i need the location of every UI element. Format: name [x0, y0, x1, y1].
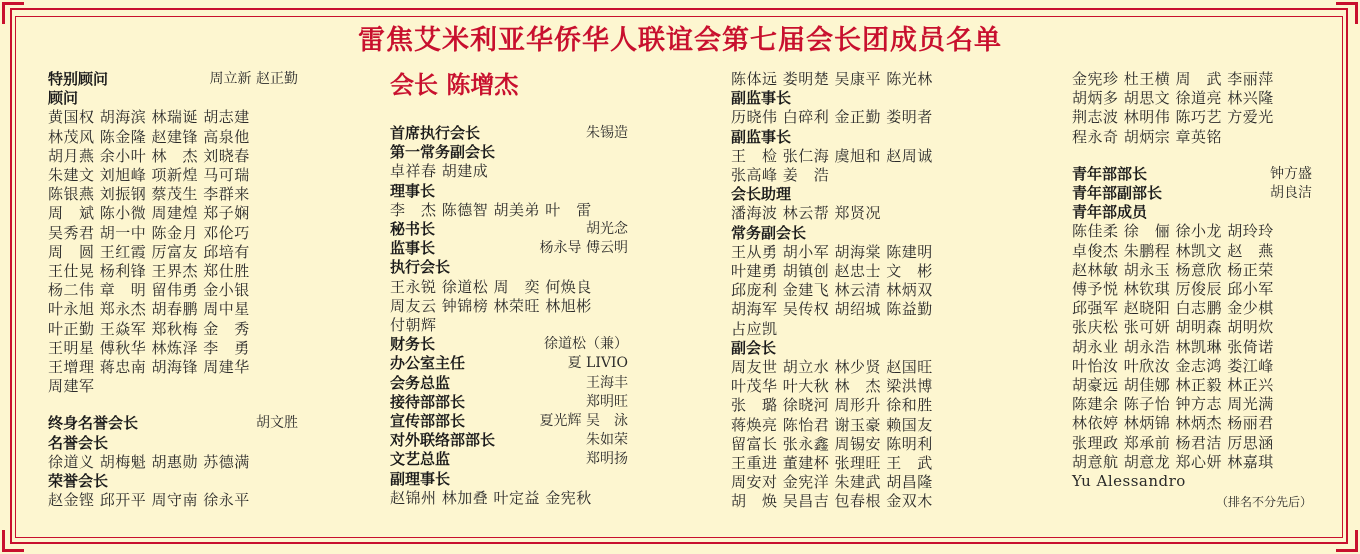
- name-line: 周安对 金宪洋 朱建武 胡昌隆: [731, 473, 933, 492]
- liaison-value: 朱如荣: [586, 432, 628, 449]
- glory-label: 荣誉会长: [48, 472, 109, 491]
- name-line: 李 杰 陈德智 胡美弟 叶 雷: [390, 200, 592, 219]
- reception-label: 接待部部长: [390, 392, 466, 411]
- name-line: 王明星 傅秋华 林炼泽 李 勇: [48, 338, 250, 357]
- arts-value: 郑明扬: [586, 451, 628, 468]
- secretary-label: 秘书长: [390, 220, 436, 239]
- exec-vp-label: 首席执行会长: [390, 124, 481, 142]
- name-line: 蒋焕亮 陈怡君 谢玉豪 赖国友: [731, 415, 933, 434]
- vice-chair-list: [390, 489, 628, 508]
- name-line: 周建军: [48, 377, 95, 396]
- name-line: 邱强军 赵晓阳 白志鹏 金少棋: [1072, 299, 1274, 318]
- name-line: 付朝辉: [390, 316, 437, 335]
- youth-head-row: [1072, 165, 1312, 184]
- vice-supervisor-label-2: 副监事长: [731, 127, 792, 146]
- name-line: 林茂风 陈金隆 赵建锋 高泉他: [48, 127, 250, 146]
- name-line: 张理政 郑承前 杨君洁 厉思涵: [1072, 433, 1274, 452]
- name-line: 周友世 胡立水 林少贤 赵国旺: [731, 358, 933, 377]
- name-line: 傅予悦 林钦琪 厉俊辰 邱小军: [1072, 280, 1274, 299]
- honorary-list: [48, 453, 298, 472]
- name-line: 卓祥春 胡建成: [390, 162, 489, 181]
- publicity-value: 夏光辉 吴 泳: [539, 413, 628, 430]
- name-line: 赵锦州 林加叠 叶定益 金宪秋: [390, 488, 592, 507]
- name-line: 程永奇 胡炳宗 章英铭: [1072, 127, 1223, 146]
- finance-value: 徐道松（兼）: [544, 336, 628, 353]
- name-line: 胡海军 吴传权 胡绍城 陈益勤: [731, 300, 933, 319]
- advisor-label: 顾问: [48, 89, 79, 108]
- name-line: 荆志波 林明伟 陈巧艺 方爱光: [1072, 108, 1274, 127]
- name-line: 朱建文 刘旭峰 项新煌 马可瑞: [48, 166, 250, 185]
- advisor-list: [48, 108, 298, 396]
- name-line: 周 斌 陈小微 周建煌 郑子娴: [48, 204, 250, 223]
- youth-vice-row: [1072, 184, 1312, 203]
- name-line: 黄国权 胡海滨 林瑞诞 胡志建: [48, 108, 250, 127]
- name-line: 叶怡汝 叶欣汝 金志鸿 娄江峰: [1072, 356, 1274, 375]
- youth-vice-value: 胡良洁: [1270, 185, 1312, 202]
- name-line: 周 圆 王红霞 厉富友 邱培有: [48, 242, 250, 261]
- lifetime-honorary-label: 终身名誉会长: [48, 414, 139, 433]
- name-line: 陈体远 娄明楚 吴康平 陈光林: [731, 70, 933, 88]
- vp-list: [731, 358, 971, 512]
- lifetime-honorary-value: 胡文胜: [256, 415, 298, 432]
- corner-ornament: [2, 530, 24, 552]
- name-line: 杨二伟 章 明 留伟勇 金小银: [48, 281, 250, 300]
- name-line: 叶茂华 叶大秋 林 杰 梁洪博: [731, 377, 933, 396]
- liaison-row: [390, 431, 628, 450]
- council-director-value: 王海丰: [586, 374, 628, 391]
- name-line: 占应凯: [731, 319, 778, 338]
- name-line: 胡豪远 胡佳娜 林正毅 林正兴: [1072, 376, 1274, 395]
- name-line: 叶正勤 王焱军 郑秋梅 金 秀: [48, 319, 250, 338]
- youth-head-value: 钟方盛: [1270, 165, 1312, 182]
- exec-vp-value: 朱锡造: [586, 125, 628, 141]
- name-line: 赵林敏 胡永玉 杨意欣 杨正荣: [1072, 260, 1274, 279]
- name-line: 陈佳柔 徐 俪 徐小龙 胡玲玲: [1072, 222, 1274, 241]
- latin-name: Yu Alessandro: [1072, 472, 1186, 491]
- lifetime-honorary-row: [48, 414, 298, 433]
- assistant-label: 会长助理: [731, 185, 792, 204]
- supervisor-row: [390, 239, 628, 258]
- standing-vp-label: 常务副会长: [731, 223, 807, 242]
- youth-head-label: 青年部部长: [1072, 164, 1148, 183]
- publicity-label: 宣传部部长: [390, 412, 466, 431]
- column-3: [731, 70, 971, 512]
- name-line: 卓俊杰 朱鹏程 林凯文 赵 燕: [1072, 241, 1274, 260]
- name-line: 张高峰 姜 浩: [731, 166, 830, 185]
- special-advisor-label: 特别顾问: [48, 70, 109, 88]
- president-heading: 会长 陈增杰: [390, 71, 519, 99]
- name-line: 王重进 董建杯 张理旺 王 武: [731, 454, 933, 473]
- glory-list: [48, 491, 298, 510]
- council-director-row: [390, 374, 628, 393]
- exec-list: [390, 278, 628, 336]
- page-title: 雷焦艾米利亚华侨华人联谊会第七届会长团成员名单: [358, 25, 1002, 56]
- name-line: 胡意航 胡意龙 郑心妍 林嘉琪: [1072, 452, 1274, 471]
- vice-supervisor-label: 副监事长: [731, 89, 792, 108]
- vice-supervisor-list-2: [731, 147, 971, 185]
- name-line: 胡永业 胡永浩 林凯琳 张倚诺: [1072, 337, 1274, 356]
- continued-list: [731, 70, 971, 89]
- youth-members-list: [1072, 222, 1312, 472]
- name-line: 历晓伟 白碎利 金正勤 娄明者: [731, 108, 933, 127]
- assistant-list: [731, 204, 971, 223]
- vice-chair-label: 副理事长: [390, 469, 451, 488]
- name-line: 留富长 张永鑫 周锡安 陈明利: [731, 434, 933, 453]
- special-advisor-row: [48, 70, 298, 89]
- arts-row: [390, 450, 628, 469]
- arts-label: 文艺总监: [390, 450, 451, 469]
- name-line: 王增理 蒋忠南 胡海锋 周建华: [48, 358, 250, 377]
- office-label: 办公室主任: [390, 354, 466, 373]
- supervisor-value: 杨永导 傅云明: [539, 240, 628, 257]
- name-line: 胡月燕 余小叶 林 杰 刘晓春: [48, 146, 250, 165]
- publicity-row: [390, 412, 628, 431]
- name-line: 叶建勇 胡镇创 赵忠士 文 彬: [731, 262, 933, 281]
- exec-label: 执行会长: [390, 258, 451, 277]
- name-line: 张庆松 张可妍 胡明森 胡明炊: [1072, 318, 1274, 337]
- column-4: [1072, 70, 1312, 512]
- name-line: 吴秀君 胡一中 陈金月 邓伦巧: [48, 223, 250, 242]
- first-vp-list: [390, 162, 628, 181]
- office-value: 夏 LIVIO: [567, 355, 628, 372]
- corner-ornament: [1336, 530, 1358, 552]
- finance-row: [390, 335, 628, 354]
- continued-list: [1072, 70, 1312, 147]
- reception-value: 郑明旺: [586, 393, 628, 410]
- director-chair-list: [390, 201, 628, 220]
- office-row: [390, 354, 628, 373]
- name-line: 胡 焕 吴昌吉 包春根 金双木: [731, 492, 933, 511]
- special-advisor-value: 周立新 赵正勤: [209, 71, 298, 87]
- first-vp-label: 第一常务副会长: [390, 143, 496, 162]
- name-line: 邱庞利 金建飞 林云清 林炳双: [731, 281, 933, 300]
- name-line: 徐道义 胡梅魁 胡惠勋 苏德满: [48, 452, 250, 471]
- honorary-label: 名誉会长: [48, 433, 109, 452]
- director-chair-label: 理事长: [390, 181, 436, 200]
- vice-supervisor-list: [731, 108, 971, 127]
- reception-row: [390, 393, 628, 412]
- name-line: 王 检 张仁海 虞旭和 赵周诚: [731, 146, 933, 165]
- council-director-label: 会务总监: [390, 373, 451, 392]
- vp-label: 副会长: [731, 338, 777, 357]
- name-line: 陈建余 陈子怡 钟方志 周光满: [1072, 395, 1274, 414]
- column-1: [48, 70, 298, 510]
- name-line: 叶永旭 郑永杰 胡春鹏 周中星: [48, 300, 250, 319]
- youth-vice-label: 青年部副部长: [1072, 184, 1163, 203]
- name-line: 王永锐 徐道松 周 奕 何焕良: [390, 277, 592, 296]
- secretary-value: 胡光念: [586, 221, 628, 238]
- name-line: 周友云 钟锦榜 林荣旺 林旭彬: [390, 296, 592, 315]
- name-line: 胡炳多 胡思文 徐道亮 林兴隆: [1072, 89, 1274, 108]
- name-line: 王从勇 胡小军 胡海棠 陈建明: [731, 242, 933, 261]
- youth-members-label: 青年部成员: [1072, 203, 1148, 222]
- finance-label: 财务长: [390, 335, 436, 354]
- name-line: 潘海波 林云帮 郑贤况: [731, 204, 882, 223]
- secretary-row: [390, 220, 628, 239]
- supervisor-label: 监事长: [390, 239, 436, 258]
- name-line: 林依婷 林炳锦 林炳杰 杨丽君: [1072, 414, 1274, 433]
- exec-vp-row: [390, 124, 628, 143]
- ranking-note: （排名不分先后）: [1215, 495, 1312, 510]
- name-line: 张 璐 徐晓河 周形升 徐和胜: [731, 396, 933, 415]
- name-line: 金宪珍 杜王横 周 武 李丽萍: [1072, 70, 1274, 88]
- name-line: 王仕晃 杨利锋 王界杰 郑仕胜: [48, 262, 250, 281]
- column-2: [390, 70, 628, 508]
- liaison-label: 对外联络部部长: [390, 431, 496, 450]
- standing-vp-list: [731, 243, 971, 339]
- name-line: 赵金铿 邱开平 周守南 徐永平: [48, 491, 250, 510]
- name-line: 陈银燕 刘振钢 蔡茂生 李群来: [48, 185, 250, 204]
